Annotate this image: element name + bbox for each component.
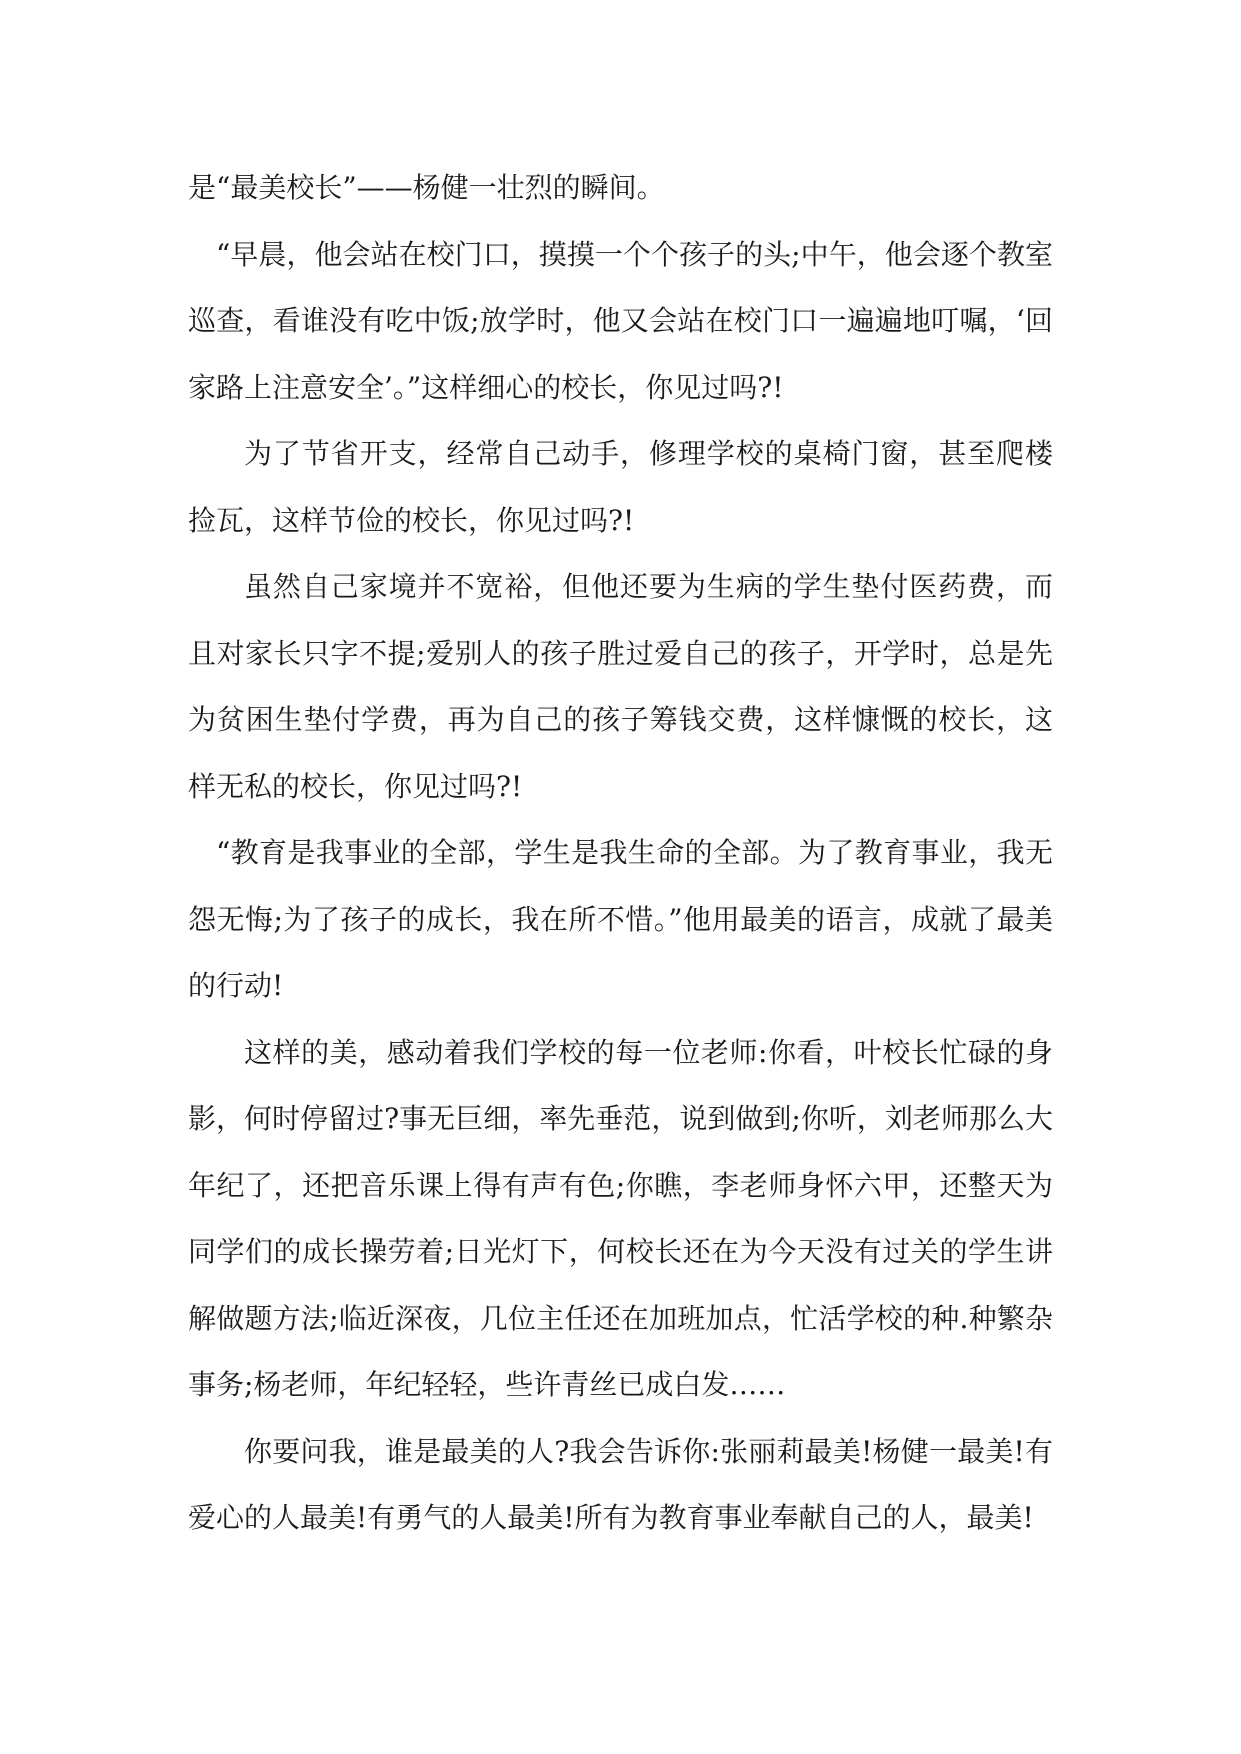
paragraph: 你要问我，谁是最美的人?我会告诉你:张丽莉最美!杨健一最美!有爱心的人最美!有勇气的人最美!所有为教育事业奉献自己的人，最美! xyxy=(188,1434,1053,1534)
document-body xyxy=(188,155,1053,1552)
paragraph: “早晨，他会站在校门口，摸摸一个个孩子的头;中午，他会逐个教室巡查，看谁没有吃中饭;放学时，他又会站在校门口一遍遍地叮嘱，‘回家路上注意安全’。”这样细心的校长，你见过吗?! xyxy=(188,237,1053,404)
paragraph: 这样的美，感动着我们学校的每一位老师:你看，叶校长忙碌的身影，何时停留过?事无巨细，率先垂范，说到做到;你听，刘老师那么大年纪了，还把音乐课上得有声有色;你瞧，李老师身怀六甲，还整天为同学们的成长操劳着;日光灯下，何校长还在为今天没有过关的学生讲解做题方法;临近深夜，几位主任还在加班加点，忙活学校的种.种繁杂事务;杨老师，年纪轻轻，些许青丝已成白发…… xyxy=(188,1035,1053,1401)
paragraph: 是“最美校长”——杨健一壮烈的瞬间。 xyxy=(188,171,665,204)
paragraph: 虽然自己家境并不宽裕，但他还要为生病的学生垫付医药费，而且对家长只字不提;爱别人的孩子胜过爱自己的孩子，开学时，总是先为贫困生垫付学费，再为自己的孩子筹钱交费，这样慷慨的校长，这样无私的校长，你见过吗?! xyxy=(188,570,1053,803)
paragraph: 为了节省开支，经常自己动手，修理学校的桌椅门窗，甚至爬楼捡瓦，这样节俭的校长，你见过吗?! xyxy=(188,437,1053,537)
paragraph: “教育是我事业的全部，学生是我生命的全部。为了教育事业，我无怨无悔;为了孩子的成长，我在所不惜。”他用最美的语言，成就了最美的行动! xyxy=(188,836,1053,1002)
